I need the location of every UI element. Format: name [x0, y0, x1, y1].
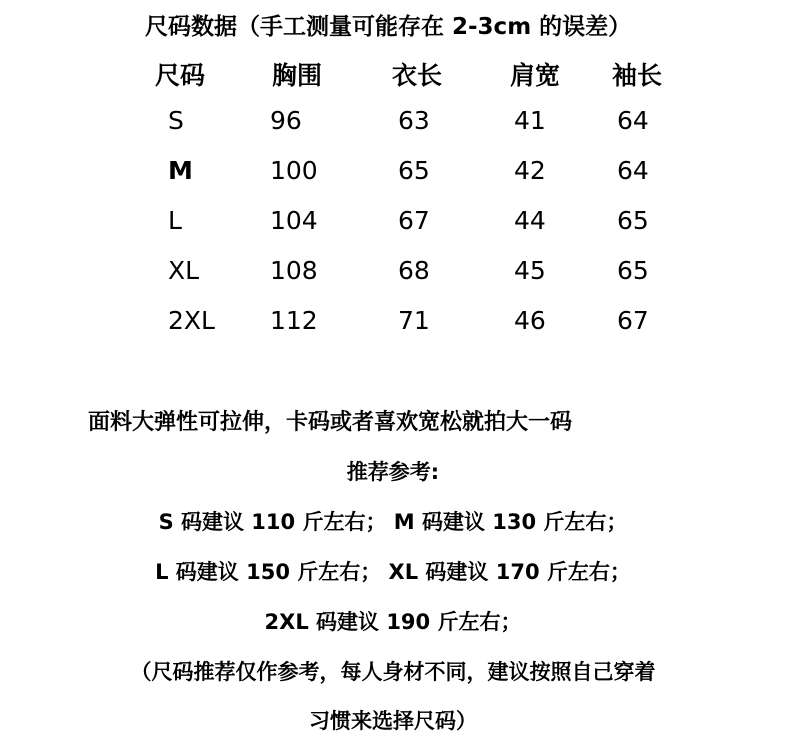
disclaimer-line-2: 习惯来选择尺码）: [309, 709, 477, 733]
table-cell-chest: 112: [270, 306, 318, 335]
table-cell-size: S: [168, 106, 184, 135]
page-title: 尺码数据（手工测量可能存在 2-3cm 的误差）: [145, 14, 632, 40]
recommend-line-3: 2XL 码建议 190 斤左右；: [264, 610, 522, 634]
table-cell-sleeve: 64: [617, 106, 649, 135]
table-cell-chest: 100: [270, 156, 318, 185]
table-cell-shoulder: 42: [514, 156, 546, 185]
table-cell-size: L: [168, 206, 182, 235]
table-cell-chest: 108: [270, 256, 318, 285]
fabric-note: 面料大弹性可拉伸，卡码或者喜欢宽松就拍大一码: [88, 410, 573, 435]
table-cell-chest: 104: [270, 206, 318, 235]
recommend-line-2: L 码建议 150 斤左右； XL 码建议 170 斤左右；: [155, 560, 631, 584]
header-length: 衣长: [392, 61, 443, 90]
table-cell-sleeve: 67: [617, 306, 649, 335]
table-cell-length: 63: [398, 106, 430, 135]
table-cell-shoulder: 46: [514, 306, 546, 335]
table-cell-shoulder: 41: [514, 106, 546, 135]
table-cell-size: XL: [168, 256, 200, 285]
recommend-title: 推荐参考:: [346, 460, 440, 484]
table-cell-shoulder: 45: [514, 256, 546, 285]
table-cell-shoulder: 44: [514, 206, 546, 235]
table-cell-chest: 96: [270, 106, 302, 135]
table-cell-size: M: [168, 156, 193, 185]
table-cell-length: 65: [398, 156, 430, 185]
disclaimer-line-1: （尺码推荐仅作参考，每人身材不同，建议按照自己穿着: [130, 660, 656, 684]
table-cell-sleeve: 64: [617, 156, 649, 185]
table-cell-sleeve: 65: [617, 256, 649, 285]
table-cell-length: 67: [398, 206, 430, 235]
table-cell-length: 68: [398, 256, 430, 285]
table-cell-size: 2XL: [168, 306, 215, 335]
header-shoulder: 肩宽: [510, 61, 561, 90]
recommend-line-1: S 码建议 110 斤左右； M 码建议 130 斤左右；: [158, 510, 628, 534]
table-cell-sleeve: 65: [617, 206, 649, 235]
table-cell-length: 71: [398, 306, 430, 335]
header-sleeve: 袖长: [612, 61, 663, 90]
header-chest: 胸围: [272, 61, 323, 90]
header-size: 尺码: [155, 61, 206, 90]
